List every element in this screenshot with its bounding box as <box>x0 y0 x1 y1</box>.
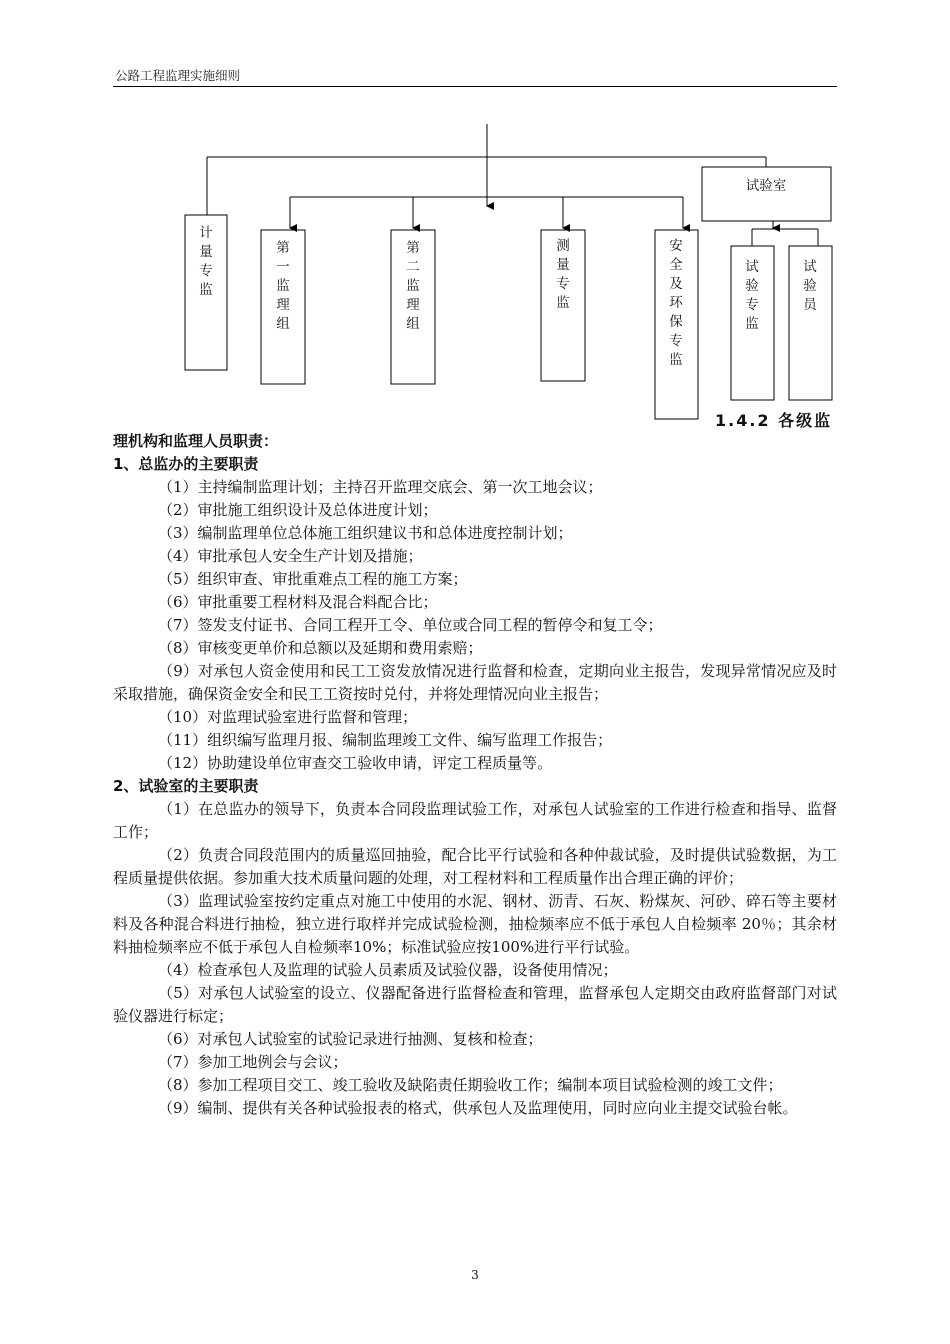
part1-item: （10）对监理试验室进行监督和管理； <box>158 708 418 726</box>
org-chart <box>0 0 950 430</box>
part2-list <box>113 798 837 1120</box>
part2-item: （5）对承包人试验室的设立、仪器配备进行监督检查和管理，监督承包人定期交由政府监督部门对试验仪器进行标定； <box>113 984 837 1025</box>
page-number: 3 <box>471 1268 479 1282</box>
part1-item: （2）审批施工组织设计及总体进度计划； <box>158 501 438 519</box>
box-lab <box>702 167 831 221</box>
part1-item: （12）协助建设单位审查交工验收申请，评定工程质量等。 <box>158 754 553 772</box>
part1-list <box>113 476 837 775</box>
part1-title: 1、总监办的主要职责 <box>113 455 259 473</box>
page-header-title: 公路工程监理实施细则 <box>115 68 241 83</box>
part1-item: （11）组织编写监理月报、编制监理竣工文件、编写监理工作报告； <box>158 731 613 749</box>
part2-item: （3）监理试验室按约定重点对施工中使用的水泥、钢材、沥青、石灰、粉煤灰、河砂、碎石等主要材料及各种混合料进行抽检，独立进行取样并完成试验检测，抽检频率应不低于承包人自检频率 20％；其余材料抽检频率应不低于承包人自检频率10%；标准试验应按100%进行平行试验。 <box>113 892 837 956</box>
lab-label: 试验室 <box>745 178 787 194</box>
part1-item: （5）组织审查、审批重难点工程的施工方案； <box>158 570 468 588</box>
document-body <box>113 430 837 1120</box>
part2-item: （4）检查承包人及监理的试验人员素质及试验仪器，设备使用情况； <box>158 961 618 979</box>
part2-item: （1）在总监办的领导下，负责本合同段监理试验工作，对承包人试验室的工作进行检查和指导、监督工作； <box>113 800 837 841</box>
unit-label-celiang: 测量专监 <box>556 238 570 311</box>
section-heading: 1.4.2 各级监 <box>715 411 833 430</box>
part2-item: （2）负责合同段范围内的质量巡回抽验，配合比平行试验和各种仲裁试验，及时提供试验数据，为工程质量提供依据。参加重大技术质量问题的处理，对工程材料和工程质量作出合理正确的评价； <box>113 846 837 887</box>
unit-label-shiyan-zhuanjian: 试验专监 <box>745 259 759 332</box>
part1-item: （4）审批承包人安全生产计划及措施； <box>158 547 423 565</box>
unit-label-anquan: 安全及环保专监 <box>669 238 683 368</box>
unit-label-group1: 第一监理组 <box>276 240 290 332</box>
unit-label-shiyan-yuan: 试验员 <box>803 259 817 313</box>
part1-item: （9）对承包人资金使用和民工工资发放情况进行监督和检查，定期向业主报告，发现异常情况应及时采取措施，确保资金安全和民工工资按时兑付，并将处理情况向业主报告； <box>113 662 837 703</box>
section-heading-continued: 理机构和监理人员职责： <box>113 432 279 450</box>
part1-item: （3）编制监理单位总体施工组织建议书和总体进度控制计划； <box>158 524 573 542</box>
part2-item: （9）编制、提供有关各种试验报表的格式，供承包人及监理使用，同时应向业主提交试验台帐。 <box>158 1099 798 1117</box>
unit-label-jiliang: 计量专监 <box>199 225 213 298</box>
part1-item: （7）签发支付证书、合同工程开工令、单位或合同工程的暂停令和复工令； <box>158 616 663 634</box>
unit-label-group2: 第二监理组 <box>406 240 420 332</box>
part2-title: 2、试验室的主要职责 <box>113 777 259 795</box>
part2-item: （8）参加工程项目交工、竣工验收及缺陷责任期验收工作；编制本项目试验检测的竣工文件； <box>158 1076 783 1094</box>
part1-item: （6）审批重要工程材料及混合料配合比； <box>158 593 438 611</box>
part2-item: （7）参加工地例会与会议； <box>158 1053 348 1071</box>
part1-item: （8）审核变更单价和总额以及延期和费用索赔； <box>158 639 483 657</box>
part2-item: （6）对承包人试验室的试验记录进行抽测、复核和检查； <box>158 1030 543 1048</box>
part1-item: （1）主持编制监理计划；主持召开监理交底会、第一次工地会议； <box>158 478 603 496</box>
